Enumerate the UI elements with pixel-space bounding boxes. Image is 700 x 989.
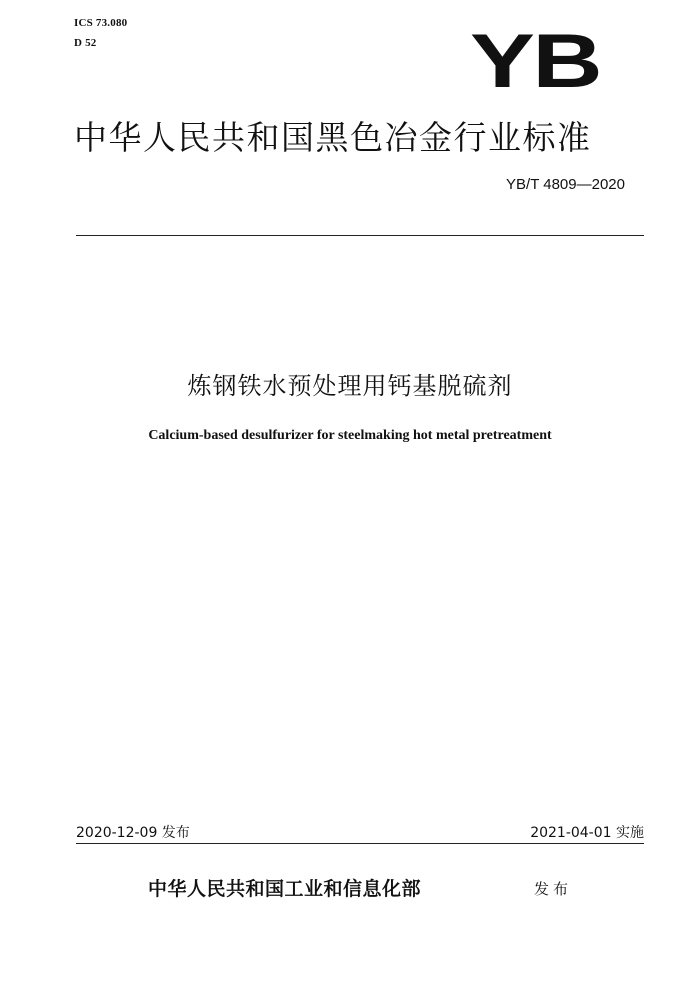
top-divider bbox=[76, 235, 644, 236]
ics-code: ICS 73.080 bbox=[74, 17, 128, 29]
issue-label: 发布 bbox=[534, 880, 573, 898]
document-title-chinese: 炼钢铁水预处理用钙基脱硫剂 bbox=[187, 372, 513, 400]
industry-standard-title: 中华人民共和国黑色冶金行业标准 bbox=[74, 118, 592, 157]
yb-logo: YB bbox=[470, 19, 601, 104]
bottom-divider bbox=[76, 843, 644, 844]
implementation-date: 2021-04-01 实施 bbox=[530, 825, 644, 841]
classification-code: D 52 bbox=[74, 37, 97, 49]
issue-date: 2020-12-09 发布 bbox=[76, 825, 190, 841]
standard-number: YB/T 4809—2020 bbox=[506, 176, 625, 193]
issuing-authority: 中华人民共和国工业和信息化部 bbox=[148, 878, 422, 900]
document-title-english: Calcium-based desulfurizer for steelmaking hot metal pretreatment bbox=[148, 428, 552, 443]
